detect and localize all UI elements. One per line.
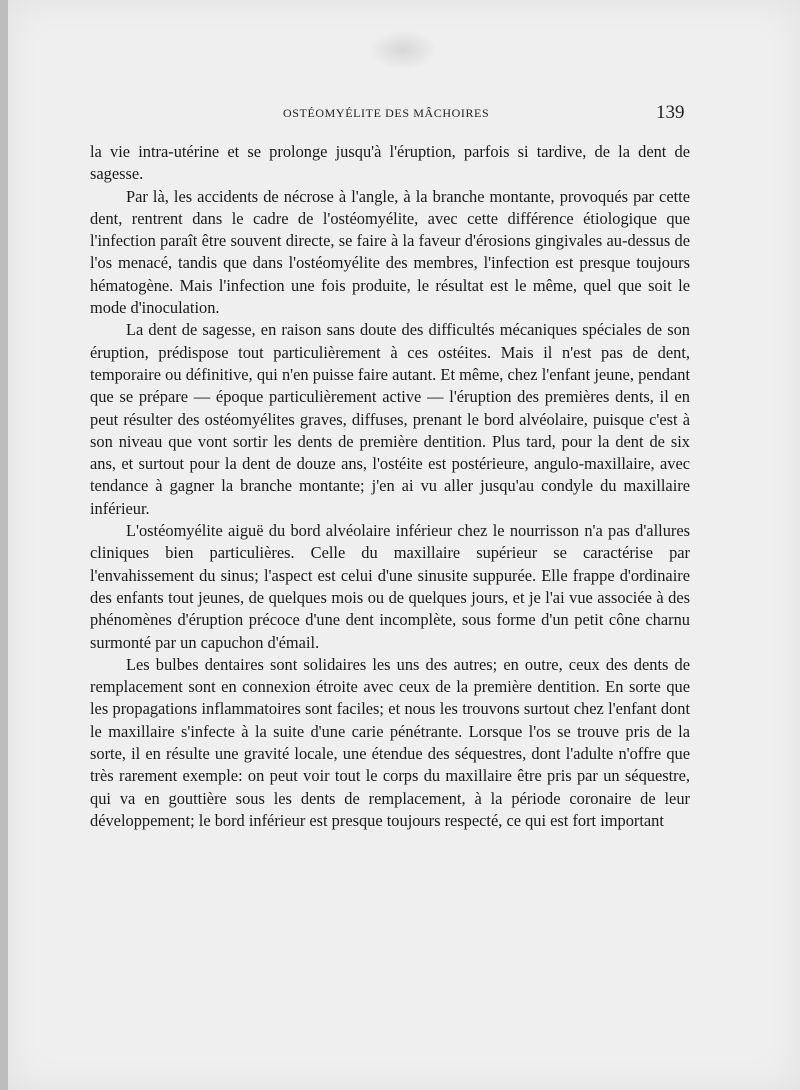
body-text [90, 141, 690, 832]
paragraph: L'ostéomyélite aiguë du bord alvéolaire inférieur chez le nourrisson n'a pas d'allures cliniques bien particulières. Celle du maxillaire supérieur se caractérise par l'envahissement du sinus; l'aspect est celui d'une sinusite suppurée. Elle frappe d'ordinaire des enfants tout jeunes, de quelques mois ou de quelques jours, et je l'ai vue associée à des phénomènes d'éruption précoce d'une dent incomplète, sous forme d'un petit cône charnu surmonté par un capuchon d'émail. [90, 521, 690, 652]
book-page [8, 0, 800, 1090]
paragraph: Les bulbes dentaires sont solidaires les uns des autres; en outre, ceux des dents de remplacement sont en connexion étroite avec ceux de la première dentition. En sorte que les propagations inflammatoires sont faciles; et nous les trouvons surtout chez l'enfant dont le maxillaire s'infecte à la suite d'une carie pénétrante. Lorsque l'os se trouve pris de la sorte, il en résulte une gravité locale, une étendue des séquestres, dont l'adulte n'offre que très rarement exemple: on peut voir tout le corps du maxillaire être pris par un séquestre, qui va en gouttière sous les dents de remplacement, à la période coronaire de leur développement; le bord inférieur est presque toujours respecté, ce qui est fort important [90, 654, 690, 830]
running-title: OSTÉOMYÉLITE DES MÂCHOIRES [283, 106, 490, 120]
paragraph-continuation: la vie intra-utérine et se prolonge jusqu'à l'éruption, parfois si tardive, de la dent de sagesse. [90, 142, 690, 184]
page-number: 139 [656, 102, 685, 123]
paragraph: Par là, les accidents de nécrose à l'angle, à la branche montante, provoqués par cette dent, rentrent dans le cadre de l'ostéomyélite, avec cette différence étiologique que l'infection paraît être souvent directe, se faire à la faveur d'érosions gingivales au-dessus de l'os menacé, tandis que dans l'ostéomyélite des membres, l'infection est presque toujours hématogène. Mais l'infection une fois produite, le résultat est le même, quel que soit le mode d'inoculation. [90, 186, 690, 318]
page-header [8, 104, 800, 124]
paragraph: La dent de sagesse, en raison sans doute des difficultés mécaniques spéciales de son éruption, prédispose tout particulièrement à ces ostéites. Mais il n'est pas de dent, temporaire ou définitive, qui n'en puisse faire autant. Et même, chez l'enfant jeune, pendant que se prépare — époque particulièrement active — l'éruption des premières dents, il en peut résulter des ostéomyélites graves, diffuses, prenant le bord alvéolaire, puisque c'est à son niveau que vont sortir les dents de première dentition. Plus tard, pour la dent de six ans, et surtout pour la dent de douze ans, l'ostéite est postérieure, angulo-maxillaire, avec tendance à gagner la branche montante; j'en ai vu aller jusqu'au condyle du maxillaire inférieur. [90, 320, 690, 518]
paper-stain [368, 30, 438, 70]
